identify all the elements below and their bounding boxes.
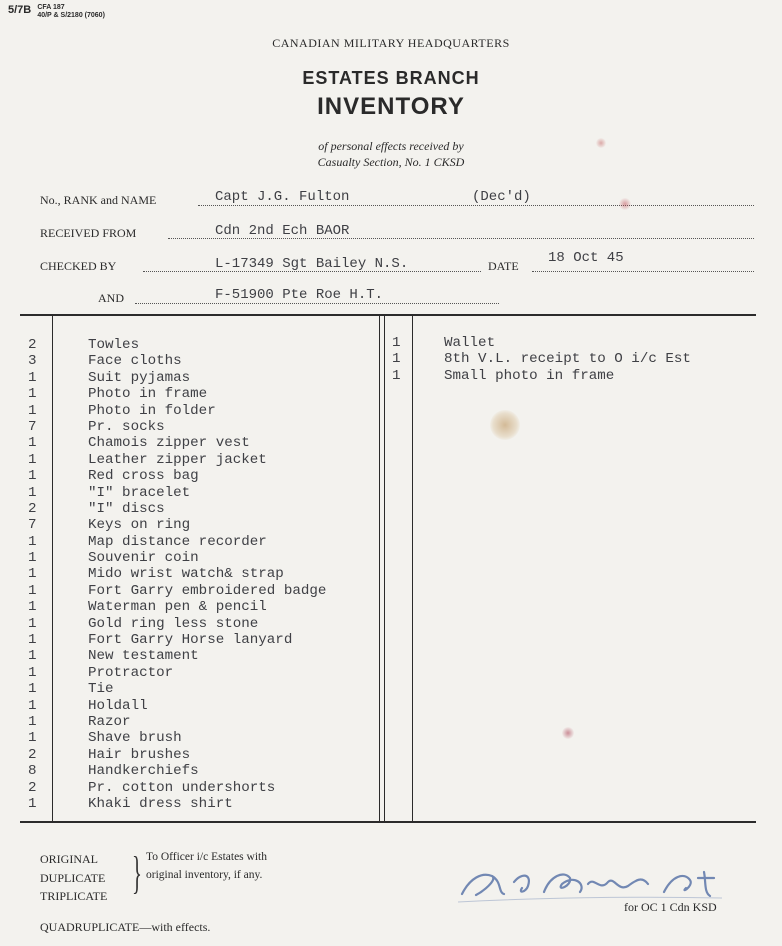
table-bottom-rule [20,821,756,823]
name-line [198,205,754,206]
table-divider-4 [412,315,413,822]
item-quantity: 1 [28,730,37,747]
item-quantity: 1 [392,351,401,368]
item-quantity: 1 [28,566,37,583]
copy-note-line1: To Officer i/c Estates with [146,851,267,863]
copy-triplicate: TRIPLICATE [40,889,108,903]
item-quantity: 1 [392,367,401,384]
item-description: Razor [88,713,131,730]
received-label: RECEIVED FROM [40,226,137,240]
item-description: Protractor [88,664,174,681]
item-quantity: 1 [28,681,37,698]
item-description: 8th V.L. receipt to O i/c Est [444,351,691,368]
received-value: Cdn 2nd Ech BAOR [215,223,350,239]
item-description: Handkerchiefs [88,763,199,780]
item-description: Hair brushes [88,746,191,763]
item-description: Pr. cotton undershorts [88,779,276,796]
item-quantity: 1 [28,632,37,649]
item-quantity: 1 [28,648,37,665]
item-description: Keys on ring [88,517,191,534]
form-ref-line1: CFA 187 [37,4,65,11]
branch-heading: ESTATES BRANCH [302,68,480,88]
paper-stain [490,410,520,440]
item-description: "I" discs [88,500,165,517]
item-quantity: 1 [28,713,37,730]
table-divider-1 [52,315,53,822]
item-description: Suit pyjamas [88,369,191,386]
item-description: Pr. socks [88,418,165,435]
and-label: AND [98,291,124,305]
item-quantity: 1 [28,550,37,567]
item-quantity: 1 [28,451,37,468]
copy-list [40,850,107,906]
item-description: Fort Garry Horse lanyard [88,632,293,649]
organization-heading: CANADIAN MILITARY HEADQUARTERS [272,36,510,50]
paper-spot [596,138,606,148]
item-description: Chamois zipper vest [88,435,250,452]
form-ref-lines [37,4,105,20]
item-quantity: 1 [28,386,37,403]
item-description: Khaki dress shirt [88,795,233,812]
item-quantity: 1 [28,484,37,501]
item-quantity: 2 [28,337,37,353]
and-value: F-51900 Pte Roe H.T. [215,287,384,303]
name-note: (Dec'd) [472,189,531,205]
item-description: Wallet [444,335,496,351]
name-label: No., RANK and NAME [40,193,157,207]
table-divider-3 [384,315,385,822]
item-description: Souvenir coin [88,550,199,567]
copy-quadruplicate: QUADRUPLICATE—with effects. [40,920,211,934]
item-quantity: 1 [28,795,37,812]
name-value: Capt J.G. Fulton [215,189,350,205]
item-description: Fort Garry embroidered badge [88,582,327,599]
item-quantity: 7 [28,517,37,534]
brace-icon: } [132,847,142,898]
item-description: Shave brush [88,730,182,747]
paper-spot [619,198,631,210]
checked-value: L-17349 Sgt Bailey N.S. [215,256,409,272]
copy-note [146,848,267,884]
item-description: Waterman pen & pencil [88,599,267,616]
date-label: DATE [488,259,519,273]
item-quantity: 2 [28,746,37,763]
item-description: Holdall [88,697,148,714]
date-value: 18 Oct 45 [548,250,624,266]
item-quantity: 8 [28,763,37,780]
item-description: Gold ring less stone [88,615,259,632]
item-description: Map distance recorder [88,533,267,550]
form-reference [8,4,105,20]
item-description: "I" bracelet [88,484,191,501]
signature-caption: for OC 1 Cdn KSD [624,900,717,914]
item-quantity: 1 [392,335,401,351]
item-quantity: 2 [28,500,37,517]
item-description: Tie [88,681,114,698]
item-quantity: 7 [28,418,37,435]
and-line [135,303,499,304]
copy-duplicate: DUPLICATE [40,870,106,885]
date-line [532,271,754,272]
copy-note-line2: original inventory, if any. [146,869,263,881]
item-description: Photo in frame [88,386,208,403]
item-description: Mido wrist watch& strap [88,566,284,583]
item-quantity: 1 [28,599,37,616]
item-description: Towles [88,337,140,353]
item-description: Leather zipper jacket [88,451,267,468]
item-description: Photo in folder [88,402,216,419]
item-quantity: 2 [28,779,37,796]
page-title: INVENTORY [317,93,465,120]
item-quantity: 1 [28,697,37,714]
subtitle [0,138,782,170]
paper-spot [562,727,574,739]
item-description: Red cross bag [88,468,199,485]
copy-original: ORIGINAL [40,852,98,866]
item-description: New testament [88,648,199,665]
checked-label: CHECKED BY [40,259,117,273]
subtitle-line1: of personal effects received by [318,139,464,153]
item-quantity: 1 [28,582,37,599]
item-quantity: 1 [28,468,37,485]
item-quantity: 1 [28,369,37,386]
item-quantity: 3 [28,353,37,370]
form-ref-line2: 40/P & S/2180 (7060) [37,12,105,19]
table-top-rule [20,314,756,316]
table-divider-2 [379,315,380,822]
item-description: Face cloths [88,353,182,370]
item-quantity: 1 [28,664,37,681]
subtitle-line2: Casualty Section, No. 1 CKSD [317,155,465,169]
item-quantity: 1 [28,402,37,419]
item-quantity: 1 [28,533,37,550]
item-description: Small photo in frame [444,367,615,384]
item-quantity: 1 [28,435,37,452]
item-quantity: 1 [28,615,37,632]
form-code: 5/7B [8,4,32,16]
